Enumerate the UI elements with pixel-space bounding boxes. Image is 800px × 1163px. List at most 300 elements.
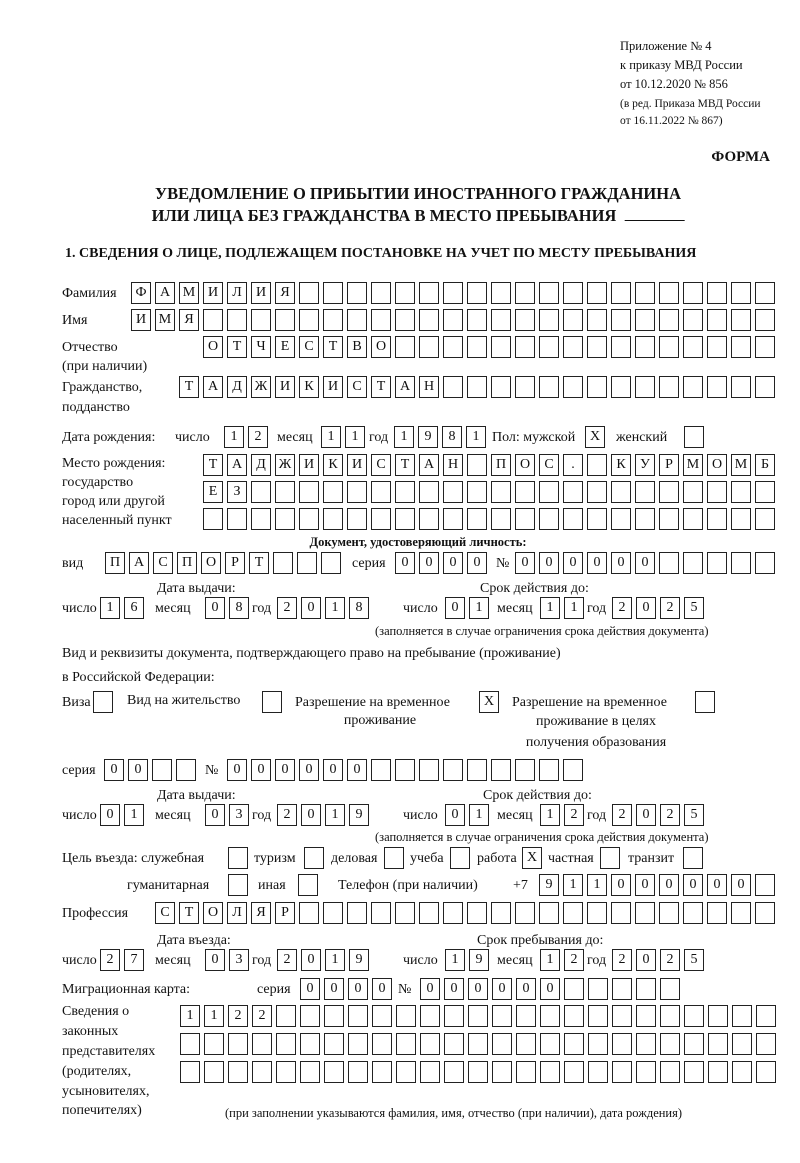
char-cell[interactable] (732, 1005, 752, 1027)
char-cell[interactable] (707, 309, 727, 331)
char-cell[interactable] (540, 1033, 560, 1055)
char-cell[interactable] (612, 978, 632, 1000)
char-cell[interactable]: 2 (660, 597, 680, 619)
char-cell[interactable] (755, 309, 775, 331)
char-cell[interactable]: Т (323, 336, 343, 358)
char-cell[interactable]: 1 (445, 949, 465, 971)
char-cell[interactable] (371, 902, 391, 924)
char-cell[interactable]: 0 (348, 978, 368, 1000)
char-cell[interactable] (443, 508, 463, 530)
checkbox-cell[interactable] (304, 847, 324, 869)
checkbox-cell[interactable]: X (479, 691, 499, 713)
char-cell[interactable]: 2 (660, 949, 680, 971)
char-cell[interactable] (731, 309, 751, 331)
char-cell[interactable] (275, 481, 295, 503)
char-cell[interactable]: 2 (100, 949, 120, 971)
char-cell[interactable]: А (129, 552, 149, 574)
char-cell[interactable] (516, 1033, 536, 1055)
char-cell[interactable]: О (203, 336, 223, 358)
char-cell[interactable]: 0 (445, 804, 465, 826)
char-cell[interactable] (635, 309, 655, 331)
char-cell[interactable]: П (177, 552, 197, 574)
char-cell[interactable]: 0 (444, 978, 464, 1000)
char-cell[interactable]: Т (395, 454, 415, 476)
char-cell[interactable]: Т (371, 376, 391, 398)
char-cell[interactable] (395, 902, 415, 924)
char-cell[interactable] (492, 1005, 512, 1027)
char-cell[interactable]: 1 (100, 597, 120, 619)
char-cell[interactable]: 2 (252, 1005, 272, 1027)
char-cell[interactable] (491, 481, 511, 503)
char-cell[interactable]: 1 (540, 949, 560, 971)
char-cell[interactable]: К (323, 454, 343, 476)
char-cell[interactable] (684, 1061, 704, 1083)
char-cell[interactable] (347, 309, 367, 331)
char-cell[interactable] (468, 1033, 488, 1055)
char-cell[interactable] (587, 336, 607, 358)
char-cell[interactable]: К (611, 454, 631, 476)
char-cell[interactable] (636, 1033, 656, 1055)
char-cell[interactable]: 0 (635, 874, 655, 896)
char-cell[interactable]: Л (227, 902, 247, 924)
char-cell[interactable] (371, 282, 391, 304)
char-cell[interactable] (419, 902, 439, 924)
char-cell[interactable] (491, 508, 511, 530)
char-cell[interactable] (467, 902, 487, 924)
char-cell[interactable] (299, 282, 319, 304)
char-cell[interactable] (228, 1033, 248, 1055)
char-cell[interactable]: 2 (564, 804, 584, 826)
char-cell[interactable]: 0 (563, 552, 583, 574)
char-cell[interactable]: О (371, 336, 391, 358)
char-cell[interactable]: 1 (563, 874, 583, 896)
checkbox-cell[interactable] (262, 691, 282, 713)
char-cell[interactable] (707, 508, 727, 530)
char-cell[interactable] (299, 309, 319, 331)
char-cell[interactable]: 8 (349, 597, 369, 619)
char-cell[interactable]: 0 (347, 759, 367, 781)
char-cell[interactable] (348, 1061, 368, 1083)
char-cell[interactable] (273, 552, 293, 574)
char-cell[interactable] (468, 1005, 488, 1027)
checkbox-cell[interactable]: X (522, 847, 542, 869)
char-cell[interactable] (491, 309, 511, 331)
char-cell[interactable] (587, 902, 607, 924)
char-cell[interactable] (684, 1005, 704, 1027)
char-cell[interactable]: О (707, 454, 727, 476)
char-cell[interactable] (587, 508, 607, 530)
char-cell[interactable]: Ф (131, 282, 151, 304)
char-cell[interactable] (419, 309, 439, 331)
char-cell[interactable] (323, 282, 343, 304)
char-cell[interactable]: И (131, 309, 151, 331)
char-cell[interactable]: И (251, 282, 271, 304)
char-cell[interactable] (659, 508, 679, 530)
char-cell[interactable] (756, 1005, 776, 1027)
char-cell[interactable]: И (347, 454, 367, 476)
char-cell[interactable]: 2 (612, 804, 632, 826)
char-cell[interactable]: Н (443, 454, 463, 476)
checkbox-cell[interactable] (93, 691, 113, 713)
char-cell[interactable] (515, 309, 535, 331)
char-cell[interactable]: А (203, 376, 223, 398)
char-cell[interactable] (707, 552, 727, 574)
char-cell[interactable] (611, 336, 631, 358)
char-cell[interactable]: Р (275, 902, 295, 924)
char-cell[interactable] (515, 902, 535, 924)
char-cell[interactable] (276, 1061, 296, 1083)
char-cell[interactable] (275, 508, 295, 530)
char-cell[interactable]: 0 (299, 759, 319, 781)
char-cell[interactable] (660, 1061, 680, 1083)
char-cell[interactable] (396, 1061, 416, 1083)
char-cell[interactable] (564, 1005, 584, 1027)
char-cell[interactable] (587, 309, 607, 331)
char-cell[interactable] (252, 1033, 272, 1055)
char-cell[interactable]: 1 (224, 426, 244, 448)
char-cell[interactable] (443, 481, 463, 503)
char-cell[interactable] (708, 1005, 728, 1027)
char-cell[interactable] (755, 552, 775, 574)
char-cell[interactable] (492, 1061, 512, 1083)
char-cell[interactable] (683, 376, 703, 398)
char-cell[interactable]: 0 (539, 552, 559, 574)
char-cell[interactable] (372, 1005, 392, 1027)
char-cell[interactable] (299, 481, 319, 503)
char-cell[interactable]: О (201, 552, 221, 574)
char-cell[interactable] (659, 309, 679, 331)
char-cell[interactable]: А (419, 454, 439, 476)
char-cell[interactable]: 1 (469, 804, 489, 826)
char-cell[interactable] (683, 481, 703, 503)
char-cell[interactable]: 0 (467, 552, 487, 574)
char-cell[interactable] (756, 1061, 776, 1083)
char-cell[interactable] (683, 552, 703, 574)
char-cell[interactable] (587, 282, 607, 304)
char-cell[interactable] (588, 1061, 608, 1083)
char-cell[interactable]: 9 (469, 949, 489, 971)
char-cell[interactable]: 0 (636, 597, 656, 619)
char-cell[interactable] (491, 282, 511, 304)
char-cell[interactable]: С (347, 376, 367, 398)
char-cell[interactable] (323, 508, 343, 530)
char-cell[interactable] (635, 336, 655, 358)
char-cell[interactable] (467, 481, 487, 503)
char-cell[interactable]: М (683, 454, 703, 476)
char-cell[interactable] (443, 336, 463, 358)
char-cell[interactable] (371, 508, 391, 530)
char-cell[interactable]: 0 (323, 759, 343, 781)
checkbox-cell[interactable] (684, 426, 704, 448)
char-cell[interactable]: Ж (251, 376, 271, 398)
char-cell[interactable]: 7 (124, 949, 144, 971)
char-cell[interactable]: 0 (128, 759, 148, 781)
char-cell[interactable] (251, 508, 271, 530)
char-cell[interactable] (467, 759, 487, 781)
char-cell[interactable] (636, 1061, 656, 1083)
char-cell[interactable] (420, 1061, 440, 1083)
char-cell[interactable]: А (395, 376, 415, 398)
char-cell[interactable] (420, 1033, 440, 1055)
char-cell[interactable]: 5 (684, 597, 704, 619)
char-cell[interactable]: 1 (394, 426, 414, 448)
char-cell[interactable] (731, 336, 751, 358)
char-cell[interactable] (372, 1061, 392, 1083)
char-cell[interactable] (707, 376, 727, 398)
char-cell[interactable]: Е (203, 481, 223, 503)
char-cell[interactable] (204, 1033, 224, 1055)
char-cell[interactable] (321, 552, 341, 574)
char-cell[interactable] (587, 454, 607, 476)
char-cell[interactable] (467, 508, 487, 530)
char-cell[interactable]: 1 (345, 426, 365, 448)
checkbox-cell[interactable] (695, 691, 715, 713)
char-cell[interactable] (588, 1033, 608, 1055)
char-cell[interactable]: 9 (539, 874, 559, 896)
char-cell[interactable] (707, 336, 727, 358)
char-cell[interactable] (203, 508, 223, 530)
char-cell[interactable]: О (515, 454, 535, 476)
char-cell[interactable] (180, 1061, 200, 1083)
char-cell[interactable] (732, 1061, 752, 1083)
char-cell[interactable] (659, 336, 679, 358)
char-cell[interactable] (683, 309, 703, 331)
char-cell[interactable] (515, 282, 535, 304)
char-cell[interactable]: 0 (492, 978, 512, 1000)
char-cell[interactable] (563, 481, 583, 503)
char-cell[interactable] (468, 1061, 488, 1083)
char-cell[interactable] (323, 902, 343, 924)
char-cell[interactable]: Ж (275, 454, 295, 476)
char-cell[interactable] (707, 902, 727, 924)
char-cell[interactable]: 6 (124, 597, 144, 619)
char-cell[interactable] (731, 376, 751, 398)
char-cell[interactable]: Т (249, 552, 269, 574)
char-cell[interactable] (323, 309, 343, 331)
char-cell[interactable]: 0 (611, 874, 631, 896)
char-cell[interactable] (587, 376, 607, 398)
char-cell[interactable] (563, 759, 583, 781)
char-cell[interactable] (492, 1033, 512, 1055)
char-cell[interactable]: 0 (636, 804, 656, 826)
char-cell[interactable] (636, 978, 656, 1000)
char-cell[interactable] (659, 552, 679, 574)
char-cell[interactable]: 0 (205, 949, 225, 971)
char-cell[interactable]: Б (755, 454, 775, 476)
char-cell[interactable]: М (155, 309, 175, 331)
char-cell[interactable] (299, 902, 319, 924)
char-cell[interactable] (324, 1005, 344, 1027)
char-cell[interactable] (227, 508, 247, 530)
char-cell[interactable] (348, 1033, 368, 1055)
char-cell[interactable]: 1 (469, 597, 489, 619)
char-cell[interactable] (755, 481, 775, 503)
char-cell[interactable]: 1 (587, 874, 607, 896)
char-cell[interactable]: Т (179, 902, 199, 924)
char-cell[interactable]: П (491, 454, 511, 476)
char-cell[interactable] (731, 282, 751, 304)
char-cell[interactable] (395, 759, 415, 781)
char-cell[interactable] (251, 309, 271, 331)
char-cell[interactable]: А (227, 454, 247, 476)
char-cell[interactable]: 2 (277, 949, 297, 971)
char-cell[interactable] (611, 282, 631, 304)
checkbox-cell[interactable] (228, 874, 248, 896)
char-cell[interactable] (372, 1033, 392, 1055)
char-cell[interactable]: 1 (540, 597, 560, 619)
char-cell[interactable]: П (105, 552, 125, 574)
checkbox-cell[interactable] (450, 847, 470, 869)
char-cell[interactable] (444, 1061, 464, 1083)
char-cell[interactable] (539, 336, 559, 358)
char-cell[interactable] (252, 1061, 272, 1083)
char-cell[interactable]: С (371, 454, 391, 476)
char-cell[interactable]: Ч (251, 336, 271, 358)
char-cell[interactable]: 1 (466, 426, 486, 448)
char-cell[interactable] (635, 508, 655, 530)
char-cell[interactable] (755, 874, 775, 896)
char-cell[interactable]: Д (251, 454, 271, 476)
char-cell[interactable] (539, 902, 559, 924)
char-cell[interactable]: 1 (564, 597, 584, 619)
char-cell[interactable]: 0 (100, 804, 120, 826)
char-cell[interactable]: Я (251, 902, 271, 924)
char-cell[interactable] (635, 376, 655, 398)
char-cell[interactable] (564, 1033, 584, 1055)
char-cell[interactable]: Н (419, 376, 439, 398)
char-cell[interactable] (395, 508, 415, 530)
char-cell[interactable]: 0 (445, 597, 465, 619)
char-cell[interactable] (612, 1005, 632, 1027)
char-cell[interactable] (444, 1033, 464, 1055)
char-cell[interactable] (540, 1061, 560, 1083)
char-cell[interactable] (371, 481, 391, 503)
char-cell[interactable] (611, 902, 631, 924)
char-cell[interactable] (420, 1005, 440, 1027)
char-cell[interactable]: 0 (324, 978, 344, 1000)
char-cell[interactable]: 0 (300, 978, 320, 1000)
char-cell[interactable]: 0 (587, 552, 607, 574)
char-cell[interactable]: 0 (227, 759, 247, 781)
checkbox-cell[interactable] (600, 847, 620, 869)
char-cell[interactable]: Р (659, 454, 679, 476)
char-cell[interactable] (204, 1061, 224, 1083)
char-cell[interactable]: 0 (515, 552, 535, 574)
char-cell[interactable]: 0 (104, 759, 124, 781)
char-cell[interactable]: К (299, 376, 319, 398)
char-cell[interactable]: И (203, 282, 223, 304)
char-cell[interactable] (467, 336, 487, 358)
char-cell[interactable]: 8 (229, 597, 249, 619)
char-cell[interactable] (539, 508, 559, 530)
char-cell[interactable]: 1 (321, 426, 341, 448)
char-cell[interactable] (251, 481, 271, 503)
char-cell[interactable]: У (635, 454, 655, 476)
char-cell[interactable]: 1 (325, 804, 345, 826)
char-cell[interactable]: Л (227, 282, 247, 304)
char-cell[interactable] (467, 282, 487, 304)
char-cell[interactable] (731, 508, 751, 530)
char-cell[interactable] (491, 376, 511, 398)
char-cell[interactable]: 1 (540, 804, 560, 826)
char-cell[interactable]: О (203, 902, 223, 924)
char-cell[interactable] (659, 282, 679, 304)
char-cell[interactable] (564, 1061, 584, 1083)
char-cell[interactable] (564, 978, 584, 1000)
char-cell[interactable]: . (563, 454, 583, 476)
char-cell[interactable]: 2 (277, 804, 297, 826)
char-cell[interactable]: 9 (349, 804, 369, 826)
char-cell[interactable] (539, 282, 559, 304)
char-cell[interactable] (419, 759, 439, 781)
char-cell[interactable] (539, 376, 559, 398)
char-cell[interactable]: Т (203, 454, 223, 476)
char-cell[interactable] (708, 1033, 728, 1055)
char-cell[interactable] (491, 759, 511, 781)
char-cell[interactable] (612, 1033, 632, 1055)
char-cell[interactable] (683, 282, 703, 304)
char-cell[interactable] (443, 759, 463, 781)
char-cell[interactable]: 0 (205, 804, 225, 826)
char-cell[interactable]: 9 (349, 949, 369, 971)
char-cell[interactable] (588, 1005, 608, 1027)
char-cell[interactable] (563, 282, 583, 304)
char-cell[interactable] (176, 759, 196, 781)
char-cell[interactable] (563, 309, 583, 331)
char-cell[interactable]: И (299, 454, 319, 476)
char-cell[interactable] (708, 1061, 728, 1083)
char-cell[interactable] (419, 282, 439, 304)
char-cell[interactable] (684, 1033, 704, 1055)
char-cell[interactable] (683, 902, 703, 924)
char-cell[interactable]: 0 (275, 759, 295, 781)
char-cell[interactable] (300, 1005, 320, 1027)
char-cell[interactable] (515, 336, 535, 358)
char-cell[interactable]: 0 (731, 874, 751, 896)
char-cell[interactable] (276, 1033, 296, 1055)
char-cell[interactable] (443, 376, 463, 398)
char-cell[interactable]: 1 (180, 1005, 200, 1027)
char-cell[interactable] (347, 508, 367, 530)
char-cell[interactable]: 2 (228, 1005, 248, 1027)
char-cell[interactable] (395, 336, 415, 358)
char-cell[interactable] (731, 552, 751, 574)
checkbox-cell[interactable] (228, 847, 248, 869)
char-cell[interactable] (755, 336, 775, 358)
char-cell[interactable] (467, 376, 487, 398)
char-cell[interactable] (180, 1033, 200, 1055)
char-cell[interactable] (324, 1033, 344, 1055)
char-cell[interactable]: Д (227, 376, 247, 398)
char-cell[interactable]: 0 (205, 597, 225, 619)
char-cell[interactable]: 0 (659, 874, 679, 896)
char-cell[interactable]: 0 (540, 978, 560, 1000)
char-cell[interactable] (731, 481, 751, 503)
char-cell[interactable]: 0 (251, 759, 271, 781)
char-cell[interactable]: 5 (684, 804, 704, 826)
char-cell[interactable] (731, 902, 751, 924)
char-cell[interactable] (371, 759, 391, 781)
char-cell[interactable]: З (227, 481, 247, 503)
char-cell[interactable] (660, 978, 680, 1000)
char-cell[interactable]: 0 (636, 949, 656, 971)
char-cell[interactable] (443, 902, 463, 924)
char-cell[interactable] (347, 282, 367, 304)
char-cell[interactable]: 0 (301, 804, 321, 826)
char-cell[interactable] (491, 902, 511, 924)
char-cell[interactable]: 0 (707, 874, 727, 896)
char-cell[interactable]: 1 (325, 949, 345, 971)
